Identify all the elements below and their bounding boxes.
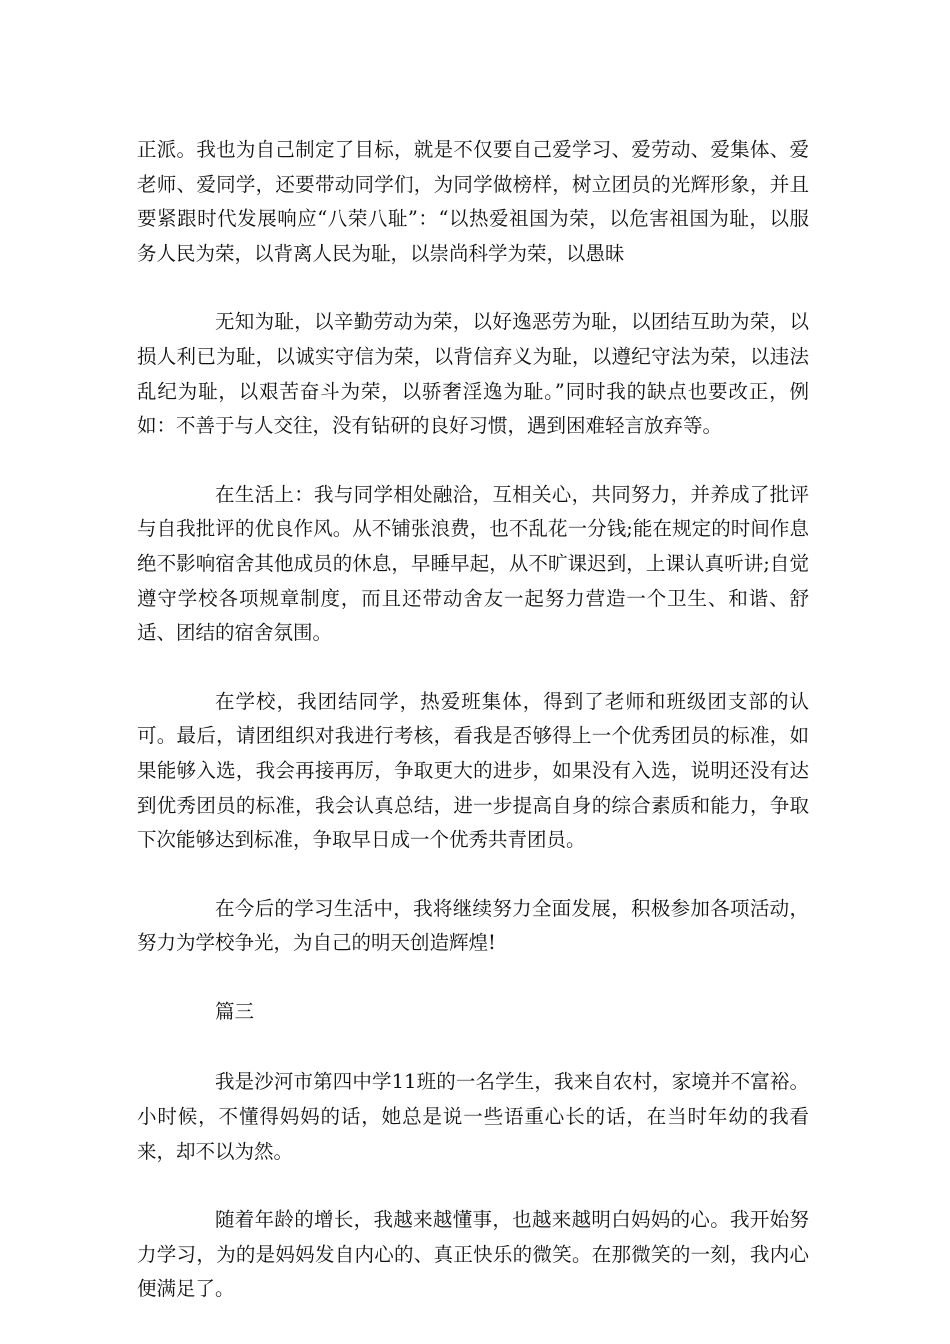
paragraph-continuation: 正派。我也为自己制定了目标，就是不仅要自己爱学习、爱劳动、爱集体、爱老师、爱同学，还要带动同学们，为同学做榜样，树立团员的光辉形象，并且要紧跟时代发展响应“八荣八耻”：“以热爱祖国为荣，以危害祖国为耻，以服务人民为荣，以背离人民为耻，以崇尚科学为荣，以愚昧	[137, 138, 809, 265]
paragraph-future: 在今后的学习生活中，我将继续努力全面发展，积极参加各项活动，努力为学校争光，为自己的明天创造辉煌!	[137, 896, 809, 955]
section-heading: 篇三	[215, 999, 255, 1023]
document-page	[137, 133, 809, 1341]
paragraph-honor-shame: 无知为耻，以辛勤劳动为荣，以好逸恶劳为耻，以团结互助为荣，以损人利已为耻，以诚实守信为荣，以背信弃义为耻，以遵纪守法为荣，以违法乱纪为耻，以艰苦奋斗为荣，以骄奢淫逸为耻。”同时我的缺点也要改正，例如：不善于与人交往，没有钻研的良好习惯，遇到困难轻言放弃等。	[137, 310, 809, 438]
paragraph-school: 在学校，我团结同学，热爱班集体，得到了老师和班级团支部的认可。最后，请团组织对我进行考核，看我是否够得上一个优秀团员的标准，如果能够入选，我会再接再厉，争取更大的进步，如果没有入选，说明还没有达到优秀团员的标准，我会认真总结，进一步提高自身的综合素质和能力，争取下次能够达到标准，争取早日成一个优秀共青团员。	[137, 689, 809, 852]
paragraph-daily-life: 在生活上：我与同学相处融洽，互相关心，共同努力，并养成了批评与自我批评的优良作风。从不铺张浪费，也不乱花一分钱;能在规定的时间作息绝不影响宿舍其他成员的休息，早睡早起，从不旷课迟到，上课认真听讲;自觉遵守学校各项规章制度，而且还带动舍友一起努力营造一个卫生、和谐、舒适、团结的宿舍氛围。	[137, 482, 809, 645]
paragraph-introduction: 我是沙河市第四中学11班的一名学生，我来自农村，家境并不富裕。小时候，不懂得妈妈的话，她总是说一些语重心长的话，在当时年幼的我看来，却不以为然。	[137, 1070, 809, 1163]
paragraph-growing-up: 随着年龄的增长，我越来越懂事，也越来越明白妈妈的心。我开始努力学习，为的是妈妈发自内心的、真正快乐的微笑。在那微笑的一刻，我内心便满足了。	[137, 1208, 809, 1301]
